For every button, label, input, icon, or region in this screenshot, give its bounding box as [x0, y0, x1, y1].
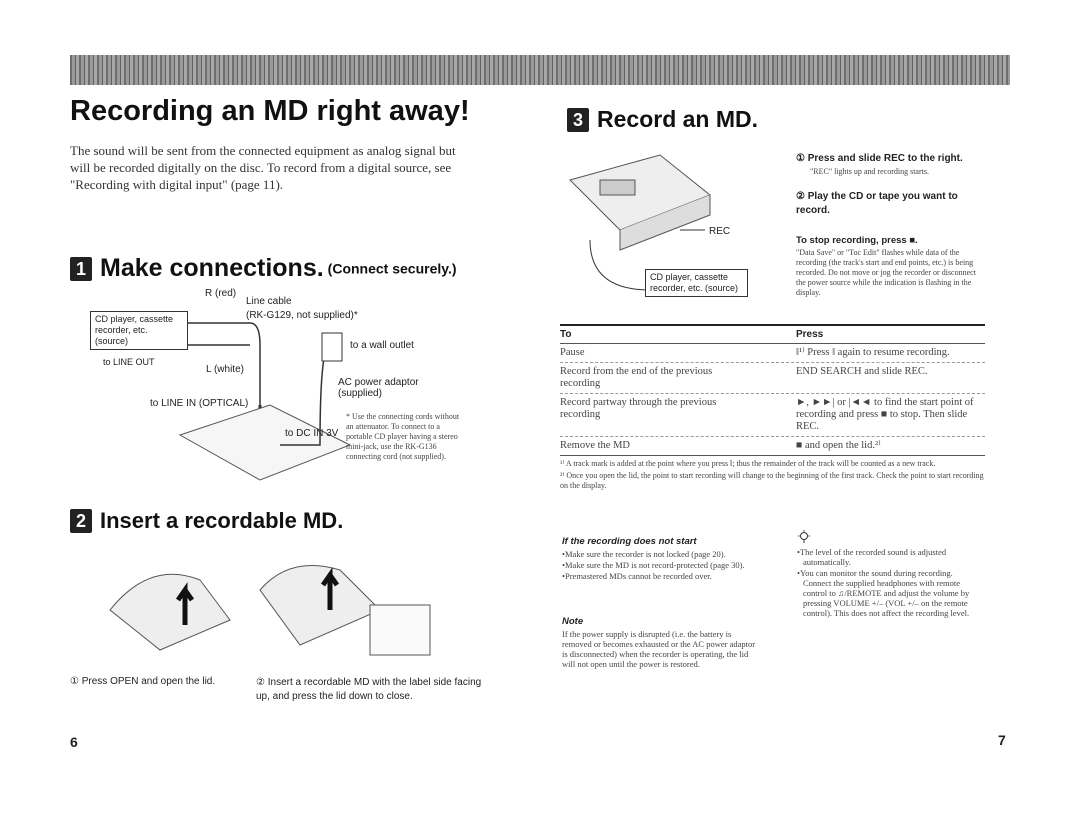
col-header-press: Press: [796, 329, 824, 340]
label-to-line-in: to LINE IN (OPTICAL): [150, 398, 249, 409]
insert-disc-drawing: [260, 566, 380, 646]
trouble-title: If the recording does not start: [562, 536, 697, 547]
step1-number: 1: [70, 257, 92, 281]
table-row: [560, 344, 985, 363]
label-r-red: R (red): [205, 288, 237, 299]
step3-heading: Record an MD.: [597, 106, 759, 132]
tip-icon: [797, 530, 811, 544]
step1-heading: Make connections.: [100, 254, 324, 282]
row-4-to: Remove the MD: [560, 440, 630, 451]
stop-body: "Data Save" or "Toc Edit" flashes while data of the recording (the track's start and end points, etc.) is being recorded. Do not move or jog the recorder or disconnect the power source while the indication is flashing in the display.: [796, 248, 976, 297]
label-wall-outlet: to a wall outlet: [350, 340, 414, 351]
row-1-press: ‖¹⁾ Press ‖ again to resume recording.: [796, 347, 950, 358]
intro-text: The sound will be sent from the connected equipment as analog signal but will be recorded digitally on the disc. To record from a digital source, see "Recording with digital input" (page 11).: [70, 143, 456, 192]
instruction-1-body: "REC" lights up and recording starts.: [810, 167, 929, 176]
tips-list: [797, 547, 982, 619]
connection-footnote: * Use the connecting cords without an attenuator. To connect to a portable CD player having a stereo mini-jack, use the RK-G136 connecting cord (not supplied).: [346, 412, 460, 461]
label-to-dc: to DC IN 3V: [285, 428, 339, 439]
list-item: • You can monitor the sound during recording. Connect the supplied headphones with remote control to ♫/REMOTE and adjust the volume by pressing VOLUME +/– (VOL +/– on the remote control). This does not affect the recording level.: [797, 568, 982, 618]
list-item: • Make sure the recorder is not locked (page 20).: [562, 549, 762, 559]
note-body: If the power supply is disrupted (i.e. the battery is removed or becomes exhausted or the AC power adaptor is disconnected) when the recorder is operating, the lid will not open until the power is restored.: [562, 629, 756, 669]
recorder-display: [600, 180, 635, 195]
label-to-line-out: to LINE OUT: [103, 357, 155, 367]
step2-number: 2: [70, 509, 92, 533]
row-2-press: END SEARCH and slide REC.: [796, 366, 928, 377]
table-note-1: ¹⁾ A track mark is added at the point where you press ‖; thus the remainder of the track will be counted as a new track.: [560, 459, 936, 468]
page-title: Recording an MD right away!: [70, 95, 470, 127]
table-row: [560, 437, 985, 456]
insert-md-illustrations: [90, 550, 490, 665]
label-ac-adaptor: AC power adaptor (supplied): [338, 377, 419, 399]
list-item: • The level of the recorded sound is adjusted automatically.: [797, 547, 982, 567]
col-header-to: To: [560, 329, 572, 340]
stop-title: To stop recording, press ■.: [796, 235, 918, 246]
table-header: [560, 326, 985, 344]
md-disc-drawing: [370, 605, 430, 655]
table-row: [560, 394, 985, 437]
step1-heading-row: [70, 254, 457, 283]
label-line-cable: Line cable: [246, 296, 292, 307]
label-model: (RK-G129, not supplied)*: [246, 310, 358, 321]
row-4-press: ■ and open the lid.²⁾: [796, 440, 881, 451]
step2-heading: Insert a recordable MD.: [100, 508, 344, 533]
label-l-white: L (white): [206, 364, 244, 375]
step3-number: 3: [567, 108, 589, 132]
note-title: Note: [562, 616, 584, 627]
open-lid-drawing: [110, 574, 230, 650]
step2-heading-row: [70, 508, 343, 534]
top-banner: [70, 55, 1010, 85]
ac-adaptor-drawing: [322, 333, 342, 361]
cable-path: [250, 323, 260, 405]
source-box: CD player, cassette recorder, etc. (source): [90, 311, 188, 350]
row-2-to: Record from the end of the previous recording: [560, 366, 713, 389]
list-item: • Make sure the MD is not record-protected (page 30).: [562, 560, 762, 570]
record-source-box: CD player, cassette recorder, etc. (source): [645, 269, 748, 297]
page-number-left: 6: [70, 734, 78, 750]
page-number-right: 7: [998, 732, 1006, 748]
row-1-to: Pause: [560, 347, 585, 358]
table-row: [560, 363, 985, 394]
label-rec: REC: [709, 226, 731, 237]
list-item: • Premastered MDs cannot be recorded over.: [562, 571, 762, 581]
instruction-1-title: ① Press and slide REC to the right.: [796, 153, 963, 164]
trouble-list: [562, 549, 762, 582]
instruction-2-title: ② Play the CD or tape you want to record.: [796, 191, 958, 216]
step2-caption-1: ① Press OPEN and open the lid.: [70, 676, 216, 687]
step1-subheading: (Connect securely.): [327, 260, 457, 277]
row-3-press: ►, ►►| or |◄◄ to find the start point of recording and press ■ to stop. Then slide REC.: [796, 397, 974, 432]
operations-table: [560, 324, 985, 491]
step2-caption-2: ② Insert a recordable MD with the label side facing up, and press the lid down to close.: [256, 677, 482, 702]
row-3-to: Record partway through the previous recording: [560, 397, 717, 420]
step3-heading-row: [567, 106, 758, 133]
md-recorder-drawing: [180, 405, 350, 480]
table-note-2: ²⁾ Once you open the lid, the point to start recording will change to the beginning of the first track. Check the point to start recording on the display.: [560, 471, 984, 490]
